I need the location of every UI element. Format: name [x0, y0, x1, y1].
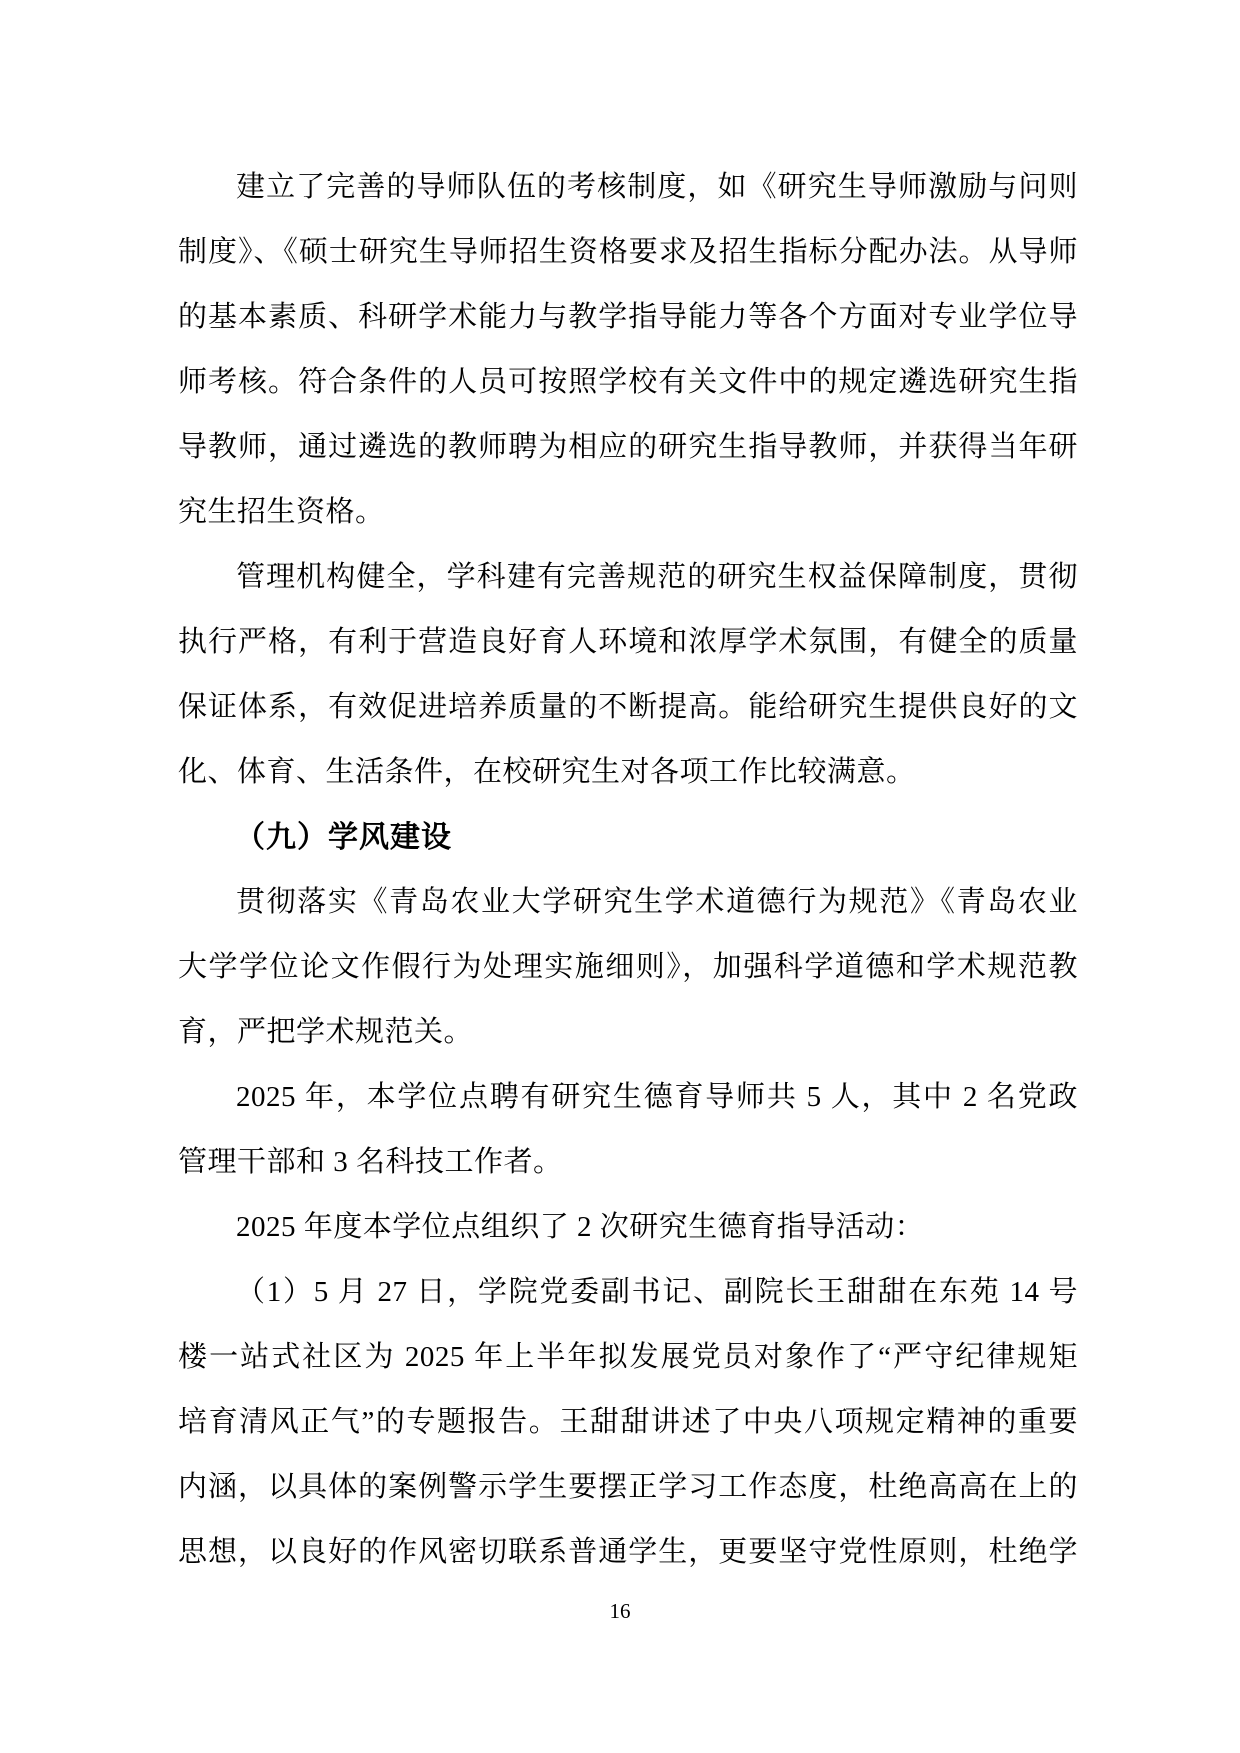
- text-line: 楼一站式社区为 2025 年上半年拟发展党员对象作了“严守纪律规矩: [178, 1341, 1078, 1373]
- text-line: （1）5 月 27 日，学院党委副书记、副院长王甜甜在东苑 14 号: [236, 1276, 1078, 1308]
- heading-line: （九）学风建设: [235, 821, 452, 854]
- document-body: [178, 155, 1078, 1585]
- paragraph: [178, 1195, 1078, 1260]
- paragraph: [178, 545, 1078, 805]
- text-line: 贯彻落实《青岛农业大学研究生学术道德行为规范》《青岛农业: [236, 886, 1078, 918]
- text-line: 管理机构健全，学科建有完善规范的研究生权益保障制度，贯彻: [236, 561, 1078, 593]
- text-line: 内涵，以具体的案例警示学生要摆正学习工作态度，杜绝高高在上的: [178, 1471, 1078, 1503]
- text-line: 2025 年，本学位点聘有研究生德育导师共 5 人，其中 2 名党政: [236, 1081, 1078, 1113]
- text-line: 育，严把学术规范关。: [178, 1016, 474, 1048]
- page-footer: [0, 1596, 1240, 1626]
- text-line: 化、体育、生活条件，在校研究生对各项工作比较满意。: [178, 756, 916, 788]
- text-line: 师考核。符合条件的人员可按照学校有关文件中的规定遴选研究生指: [178, 366, 1078, 398]
- paragraph: [178, 870, 1078, 1065]
- text-line: 究生招生资格。: [178, 496, 385, 528]
- text-line: 建立了完善的导师队伍的考核制度，如《研究生导师激励与问则: [236, 171, 1078, 203]
- text-line: 2025 年度本学位点组织了 2 次研究生德育指导活动：: [236, 1211, 925, 1243]
- text-line: 执行严格，有利于营造良好育人环境和浓厚学术氛围，有健全的质量: [178, 626, 1078, 658]
- text-line: 管理干部和 3 名科技工作者。: [178, 1146, 563, 1178]
- text-line: 保证体系，有效促进培养质量的不断提高。能给研究生提供良好的文: [178, 691, 1078, 723]
- paragraph: [178, 1260, 1078, 1585]
- text-line: 导教师，通过遴选的教师聘为相应的研究生指导教师，并获得当年研: [178, 431, 1078, 463]
- text-line: 培育清风正气”的专题报告。王甜甜讲述了中央八项规定精神的重要: [178, 1406, 1078, 1438]
- paragraph: [178, 155, 1078, 545]
- text-line: 制度》、《硕士研究生导师招生资格要求及招生指标分配办法。从导师: [178, 236, 1078, 268]
- text-line: 大学学位论文作假行为处理实施细则》，加强科学道德和学术规范教: [178, 951, 1078, 983]
- paragraph: [178, 1065, 1078, 1195]
- text-line: 的基本素质、科研学术能力与教学指导能力等各个方面对专业学位导: [178, 301, 1078, 333]
- text-line: 思想，以良好的作风密切联系普通学生，更要坚守党性原则，杜绝学: [178, 1536, 1078, 1568]
- section-heading: [178, 805, 1078, 870]
- page-number: 16: [609, 1599, 631, 1623]
